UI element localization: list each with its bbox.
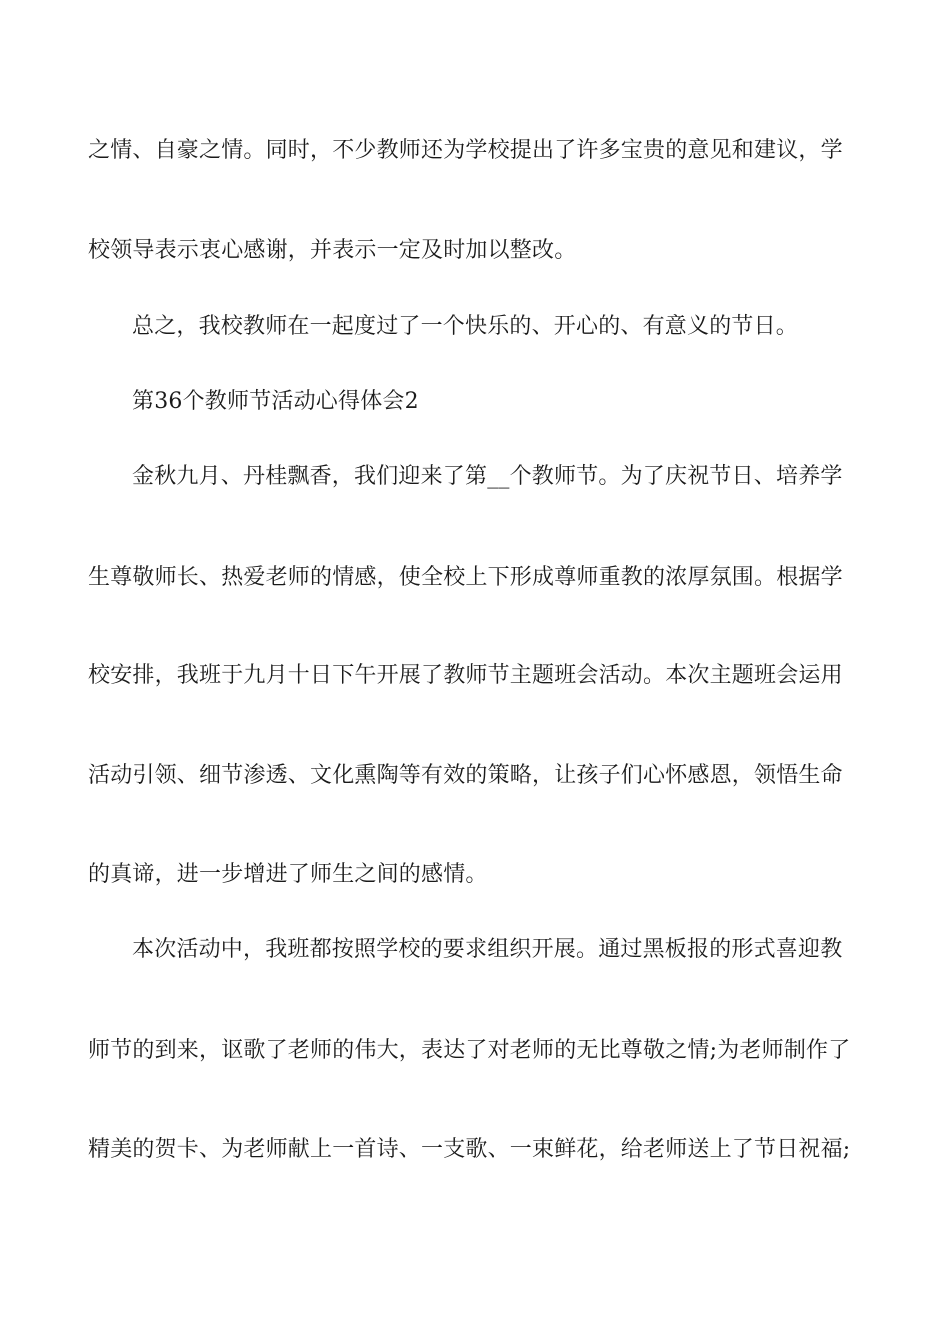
paragraph-line-7: 校安排，我班于九月十日下午开展了教师节主题班会活动。本次主题班会运用 (88, 663, 843, 688)
paragraph-line-12: 精美的贺卡、为老师献上一首诗、一支歌、一束鲜花，给老师送上了节日祝福; (88, 1137, 851, 1162)
section-heading: 第36个教师节活动心得体会2 (132, 389, 419, 414)
paragraph-line-5: 金秋九月、丹桂飘香，我们迎来了第__个教师节。为了庆祝节日、培养学 (132, 464, 843, 489)
paragraph-line-6: 生尊敬师长、热爱老师的情感，使全校上下形成尊师重教的浓厚氛围。根据学 (88, 565, 843, 590)
paragraph-line-1: 之情、自豪之情。同时，不少教师还为学校提出了许多宝贵的意见和建议，学 (88, 138, 843, 163)
paragraph-line-11: 师节的到来，讴歌了老师的伟大，表达了对老师的无比尊敬之情;为老师制作了 (88, 1038, 851, 1063)
paragraph-line-8: 活动引领、细节渗透、文化熏陶等有效的策略，让孩子们心怀感恩，领悟生命 (88, 763, 843, 788)
paragraph-line-3: 总之，我校教师在一起度过了一个快乐的、开心的、有意义的节日。 (132, 314, 799, 339)
paragraph-line-2: 校领导表示衷心感谢，并表示一定及时加以整改。 (88, 238, 577, 263)
paragraph-line-10: 本次活动中，我班都按照学校的要求组织开展。通过黑板报的形式喜迎教 (132, 937, 843, 962)
paragraph-line-9: 的真谛，进一步增进了师生之间的感情。 (88, 862, 488, 887)
